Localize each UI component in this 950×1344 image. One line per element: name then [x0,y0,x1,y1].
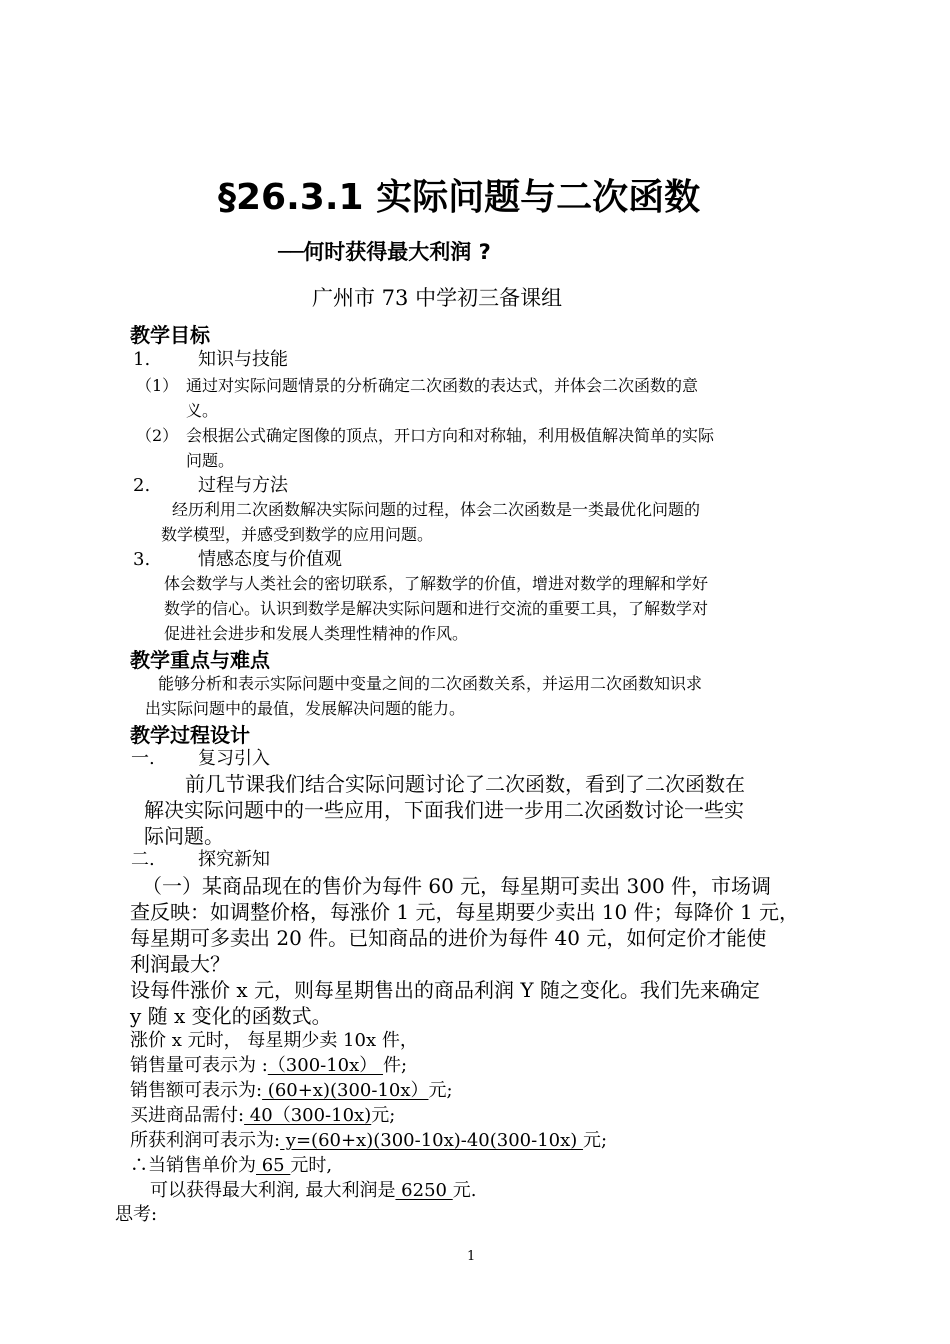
line-unit: 元. [452,1180,477,1201]
problem-line: 每星期可多卖出 20 件。已知商品的进价为每件 40 元，如何定价才能使 [130,926,767,950]
subheading-knowledge: 知识与技能 [198,349,288,370]
subheading-explore: 探究新知 [198,849,270,870]
line-label: 买进商品需付: [130,1105,245,1126]
paragraph-line: 数学模型，并感受到数学的应用问题。 [161,525,434,544]
author-group: 广州市 73 中学初三备课组 [312,286,563,310]
line-unit: 元; [428,1080,453,1101]
list-number: （2） [136,426,179,445]
line-unit: 元时, [290,1155,333,1176]
solution-line: y 随 x 变化的函数式。 [130,1004,332,1028]
list-number: 3. [133,549,151,570]
think-label: 思考: [115,1204,158,1225]
line-label: 可以获得最大利润, 最大利润是 [150,1180,396,1201]
answer-blank: 65 [256,1155,291,1176]
problem-line: 查反映：如调整价格，每涨价 1 元，每星期要少卖出 10 件；每降价 1 元， [130,900,800,924]
subheading-process: 过程与方法 [198,475,288,496]
line-unit: 元; [371,1105,396,1126]
paragraph-line: 解决实际问题中的一些应用，下面我们进一步用二次函数讨论一些实 [144,798,744,822]
subheading-attitude: 情感态度与价值观 [198,549,342,570]
document-title: §26.3.1 实际问题与二次函数 [218,177,701,218]
paragraph-line: 能够分析和表示实际问题中变量之间的二次函数关系，并运用二次函数知识求 [158,674,703,693]
answer-blank: (60+x)(300-10x） [262,1080,429,1101]
answer-blank: y=(60+x)(300-10x)-40(300-10x) [280,1130,584,1151]
list-number: 二. [131,849,155,870]
document-subtitle: ──何时获得最大利润 ? [278,240,491,264]
line-unit: 元; [583,1130,608,1151]
paragraph-line: 促进社会进步和发展人类理性精神的作风。 [164,624,469,643]
solution-line-revenue [130,1082,453,1100]
line-label: 所获利润可表示为: [130,1130,281,1151]
solution-line-profit [130,1132,607,1150]
paragraph-line: 会根据公式确定图像的顶点，开口方向和对称轴，利用极值解决简单的实际 [186,426,715,445]
section-heading-objectives: 教学目标 [130,323,210,347]
problem-line: （一）某商品现在的售价为每件 60 元，每星期可卖出 300 件，市场调 [142,874,772,898]
paragraph-line: 通过对实际问题情景的分析确定二次函数的表达式，并体会二次函数的意 [186,376,699,395]
page-number: 1 [467,1249,476,1264]
line-label: ∴当销售单价为 [130,1155,256,1176]
answer-blank: （300-10x） [267,1055,384,1076]
line-label: 销售额可表示为: [130,1080,263,1101]
list-number: 1. [133,349,151,370]
paragraph-line: 经历利用二次函数解决实际问题的过程，体会二次函数是一类最优化问题的 [172,500,701,519]
subheading-review: 复习引入 [198,748,270,769]
paragraph-line: 义。 [186,401,219,420]
paragraph-line: 体会数学与人类社会的密切联系，了解数学的价值，增进对数学的理解和学好 [164,574,709,593]
paragraph-line: 问题。 [186,451,235,470]
paragraph-line: 出实际问题中的最值，发展解决问题的能力。 [145,699,466,718]
list-number: （1） [136,376,179,395]
solution-line-volume [130,1057,407,1075]
answer-blank: 6250 [395,1180,453,1201]
line-label: 销售量可表示为 : [130,1055,268,1076]
answer-blank: 40（300-10x) [244,1105,372,1126]
paragraph-line: 前几节课我们结合实际问题讨论了二次函数，看到了二次函数在 [185,772,745,796]
solution-line-max-profit [150,1182,476,1200]
line-unit: 件; [383,1055,408,1076]
section-heading-process: 教学过程设计 [130,723,250,747]
paragraph-line: 际问题。 [144,824,224,848]
list-number: 一. [131,748,155,769]
section-heading-keypoints: 教学重点与难点 [130,648,270,672]
solution-line-price [130,1157,332,1175]
solution-line: 设每件涨价 x 元，则每星期售出的商品利润 Y 随之变化。我们先来确定 [130,978,760,1002]
problem-line: 利润最大？ [130,952,230,976]
solution-line-cost [130,1107,395,1125]
solution-line: 涨价 x 元时， 每星期少卖 10x 件， [130,1030,418,1051]
list-number: 2. [133,475,151,496]
paragraph-line: 数学的信心。认识到数学是解决实际问题和进行交流的重要工具，了解数学对 [164,599,709,618]
